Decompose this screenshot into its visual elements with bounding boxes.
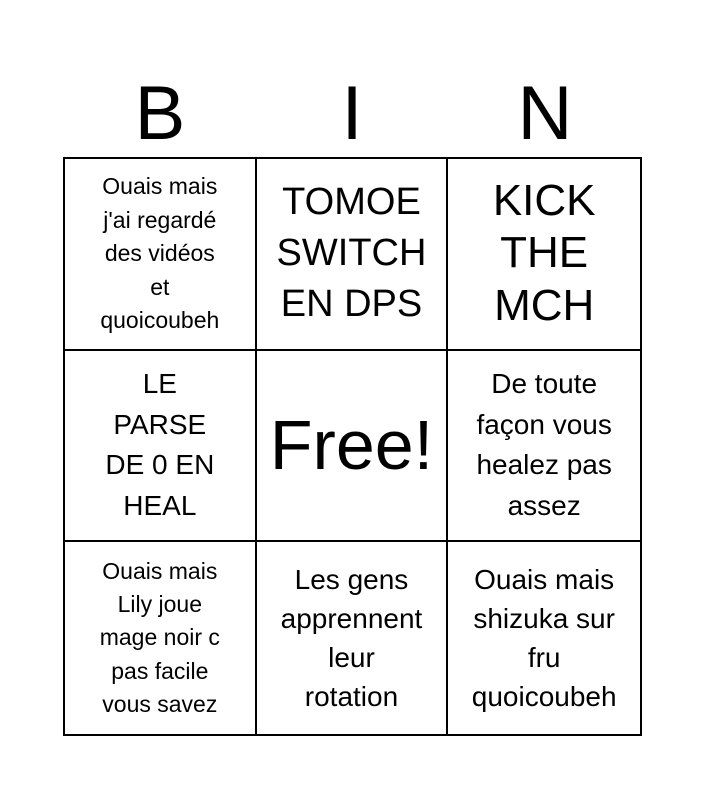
bingo-cell-text: LE PARSE DE 0 EN HEAL	[105, 368, 215, 522]
bingo-cell-free[interactable]	[257, 351, 449, 543]
bingo-cell-r1c3[interactable]	[448, 159, 640, 351]
bingo-cell-r3c1[interactable]	[65, 542, 257, 734]
bingo-cell-r2c3[interactable]	[448, 351, 640, 543]
bingo-header	[64, 70, 641, 158]
header-letter-n: N	[517, 71, 573, 156]
bingo-cell-r2c1[interactable]	[65, 351, 257, 543]
header-letter-b: B	[134, 71, 186, 156]
bingo-cell-r3c3[interactable]	[448, 542, 640, 734]
bingo-cell-r1c2[interactable]	[257, 159, 449, 351]
free-space-label: Free!	[269, 406, 434, 485]
bingo-cell-text: TOMOE SWITCH EN DPS	[276, 180, 427, 326]
bingo-cell-text: Ouais mais Lily joue mage noir c pas facile vous savez	[99, 557, 220, 718]
bingo-cell-text: Ouais mais j'ai regardé des vidéos et quoicoubeh	[100, 173, 220, 333]
bingo-cell-r3c2[interactable]	[257, 542, 449, 734]
bingo-cell-text: De toute façon vous healez pas assez	[476, 368, 612, 522]
header-letter-i: I	[341, 71, 363, 156]
bingo-board	[63, 157, 642, 736]
bingo-cell-text: Les gens apprennent leur rotation	[280, 563, 423, 713]
bingo-cell-text: KICK THE MCH	[492, 175, 596, 331]
bingo-cell-r1c1[interactable]	[65, 159, 257, 351]
bingo-cell-text: Ouais mais shizuka sur fru quoicoubeh	[471, 563, 617, 713]
